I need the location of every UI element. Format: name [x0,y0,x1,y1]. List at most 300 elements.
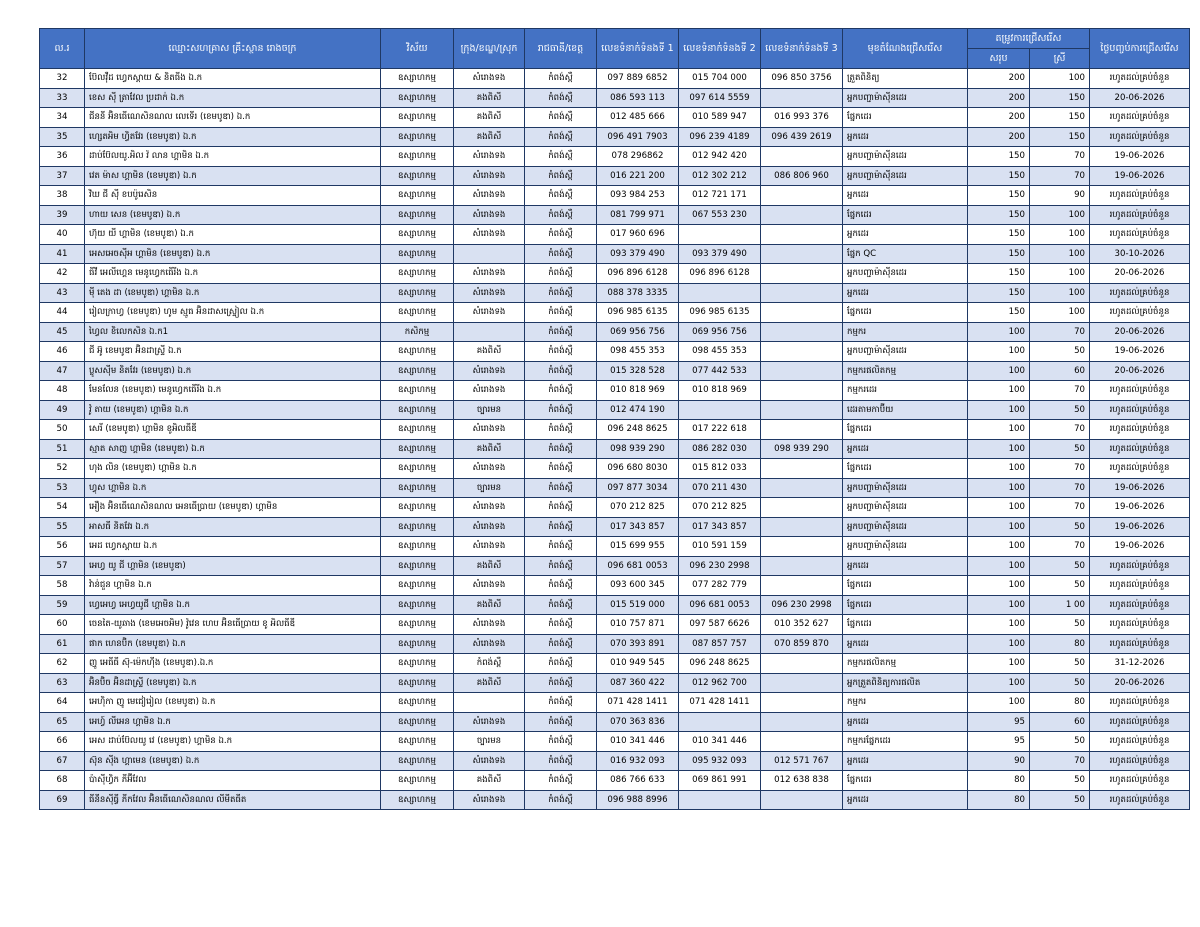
cell-total: 95 [968,712,1030,732]
cell-position: អ្នកដេរ [843,556,968,576]
cell-phone3 [761,673,843,693]
cell-female: 100 [1030,303,1090,323]
cell-sector: ឧស្សាហកម្ម [381,712,454,732]
table-row [40,615,1190,635]
cell-female: 100 [1030,264,1090,284]
cell-no: 63 [40,673,85,693]
cell-province: កំពង់ស្ពឺ [525,420,597,440]
cell-position: កម្មករ [843,322,968,342]
cell-phone2: 010 818 969 [679,381,761,401]
cell-phone3 [761,537,843,557]
table-row [40,186,1190,206]
cell-female: 100 [1030,205,1090,225]
cell-sector: ឧស្សាហកម្ម [381,283,454,303]
cell-no: 58 [40,576,85,596]
cell-company: ដាប់ប៊ែលយូ.អិល វ៉ លាន ហ្គាមិន ឯ.ក [85,147,381,167]
cell-sector: ឧស្សាហកម្ម [381,361,454,381]
cell-phone3: 016 993 376 [761,108,843,128]
cell-deadline: 19-06-2026 [1090,166,1190,186]
cell-deadline: 19-06-2026 [1090,498,1190,518]
cell-phone2: 012 942 420 [679,147,761,167]
table-row [40,205,1190,225]
cell-deadline: រហូតដល់គ្រប់ចំនួន [1090,790,1190,810]
cell-company: វេត ម៉ាស ហ្គាមិន (ខេមបូឌា) ឯ.ក [85,166,381,186]
cell-deadline: រហូតដល់គ្រប់ចំនួន [1090,420,1190,440]
cell-sector: ឧស្សាហកម្ម [381,732,454,752]
cell-company: ហ្វេអេហ្វ អេហ្វយូជី ហ្គាមិន ឯ.ក [85,595,381,615]
cell-phone2: 096 985 6135 [679,303,761,323]
cell-phone2: 096 248 8625 [679,654,761,674]
header-female: ស្រី [1030,49,1090,69]
cell-phone3 [761,517,843,537]
cell-position: អ្នកបញ្ជាម៉ាស៊ីនដេរ [843,147,968,167]
cell-position: អ្នកត្រួតពិនិត្យការផលិត [843,673,968,693]
cell-phone3 [761,654,843,674]
cell-phone3: 012 571 767 [761,751,843,771]
cell-province: កំពង់ស្ពឺ [525,264,597,284]
cell-district: សំរោងទង [454,634,525,654]
cell-phone3 [761,264,843,284]
cell-female: 50 [1030,556,1090,576]
cell-position: អ្នកដេរ [843,283,968,303]
cell-company: អេសអេចស៊ីអ ហ្គាមិន (ខេមបូឌា) ឯ.ក [85,244,381,264]
cell-no: 57 [40,556,85,576]
cell-phone2: 098 455 353 [679,342,761,362]
cell-district: សំរោងទង [454,576,525,596]
cell-no: 34 [40,108,85,128]
cell-position: អ្នកបញ្ជាម៉ាស៊ីនដេរ [843,342,968,362]
table-row [40,166,1190,186]
cell-province: កំពង់ស្ពឺ [525,361,597,381]
cell-position: អ្នកដេរ [843,751,968,771]
cell-female: 70 [1030,459,1090,479]
cell-province: កំពង់ស្ពឺ [525,400,597,420]
cell-phone2: 012 962 700 [679,673,761,693]
table-row [40,127,1190,147]
cell-sector: ឧស្សាហកម្ម [381,381,454,401]
cell-phone3 [761,790,843,810]
cell-phone2: 077 282 779 [679,576,761,596]
table-row [40,303,1190,323]
cell-province: កំពង់ស្ពឺ [525,108,597,128]
cell-phone1: 070 363 836 [597,712,679,732]
cell-phone3: 096 850 3756 [761,69,843,89]
cell-female: 80 [1030,634,1090,654]
cell-phone2: 093 379 490 [679,244,761,264]
cell-total: 200 [968,88,1030,108]
cell-phone1: 096 248 8625 [597,420,679,440]
cell-phone3 [761,303,843,323]
cell-no: 40 [40,225,85,245]
cell-position: អ្នកបញ្ជាម៉ាស៊ីនដេរ [843,498,968,518]
cell-district: ច្បារមន [454,400,525,420]
cell-position: អ្នកដេរ [843,634,968,654]
cell-district: កំពង់ស្ពឺ [454,654,525,674]
cell-phone3: 070 859 870 [761,634,843,654]
cell-phone1: 017 343 857 [597,517,679,537]
cell-province: កំពង់ស្ពឺ [525,693,597,713]
table-row [40,108,1190,128]
cell-sector: ឧស្សាហកម្ម [381,127,454,147]
cell-sector: ឧស្សាហកម្ម [381,556,454,576]
cell-total: 100 [968,361,1030,381]
cell-phone2: 096 239 4189 [679,127,761,147]
cell-position: ផ្នែកដេរ [843,303,968,323]
cell-total: 100 [968,517,1030,537]
cell-phone3 [761,205,843,225]
cell-province: កំពង់ស្ពឺ [525,790,597,810]
cell-deadline: 20-06-2026 [1090,88,1190,108]
cell-total: 100 [968,459,1030,479]
cell-company: មែនលែន (ខេមបូឌា) មេនូហ្វេកធើរីង ឯ.ក [85,381,381,401]
cell-deadline: រហូតដល់គ្រប់ចំនួន [1090,186,1190,206]
cell-position: កម្មករផលិតកម្ម [843,361,968,381]
cell-company: វ៉ាន់ជួន ហ្គាមិន ឯ.ក [85,576,381,596]
cell-company: សេរី (ខេមបូឌា) ហ្គាមិន ខូអិលធីឌី [85,420,381,440]
cell-phone2: 097 587 6626 [679,615,761,635]
cell-no: 36 [40,147,85,167]
cell-deadline: រហូតដល់គ្រប់ចំនួន [1090,283,1190,303]
cell-no: 46 [40,342,85,362]
cell-total: 150 [968,147,1030,167]
cell-province: កំពង់ស្ពឺ [525,732,597,752]
cell-phone1: 010 818 969 [597,381,679,401]
table-row [40,556,1190,576]
cell-sector: ឧស្សាហកម្ម [381,342,454,362]
cell-total: 100 [968,420,1030,440]
cell-position: អ្នកដេរ [843,712,968,732]
cell-female: 80 [1030,693,1090,713]
cell-total: 150 [968,225,1030,245]
cell-province: កំពង់ស្ពឺ [525,498,597,518]
cell-district: សំរោងទង [454,186,525,206]
cell-company: អេហ៊ិកា ញូ មេជៀរៀល (ខេមបូឌា) ឯ.ក [85,693,381,713]
cell-position: អ្នកដេរ [843,790,968,810]
cell-deadline: 31-12-2026 [1090,654,1190,674]
cell-district: សំរោងទង [454,751,525,771]
cell-company: អ៊ិនប៊ិច អ៊ិនដាស្ទ្រី (ខេមបូឌា) ឯ.ក [85,673,381,693]
cell-district: គងពិសី [454,771,525,791]
cell-phone1: 010 341 446 [597,732,679,752]
cell-total: 100 [968,693,1030,713]
cell-district: សំរោងទង [454,283,525,303]
cell-deadline: 30-10-2026 [1090,244,1190,264]
cell-total: 100 [968,556,1030,576]
cell-province: កំពង់ស្ពឺ [525,459,597,479]
cell-district: គងពិសី [454,595,525,615]
cell-deadline: រហូតដល់គ្រប់ចំនួន [1090,439,1190,459]
cell-phone1: 097 877 3034 [597,478,679,498]
cell-position: ផ្នែកដេរ [843,108,968,128]
cell-no: 45 [40,322,85,342]
cell-district: សំរោងទង [454,537,525,557]
cell-deadline: រហូតដល់គ្រប់ចំនួន [1090,205,1190,225]
cell-phone2: 069 861 991 [679,771,761,791]
cell-no: 66 [40,732,85,752]
cell-phone3 [761,361,843,381]
cell-district: សំរោងទង [454,69,525,89]
table-row [40,459,1190,479]
cell-phone3 [761,147,843,167]
cell-sector: ឧស្សាហកម្ម [381,576,454,596]
cell-district: សំរោងទង [454,615,525,635]
cell-female: 50 [1030,342,1090,362]
cell-phone1: 071 428 1411 [597,693,679,713]
header-phone2: លេខទំនាក់ទំនងទី 2 [679,29,761,69]
cell-phone1: 093 379 490 [597,244,679,264]
cell-province: កំពង់ស្ពឺ [525,654,597,674]
cell-position: ផ្នែកដេរ [843,459,968,479]
cell-female: 150 [1030,88,1090,108]
cell-district: គងពិសី [454,88,525,108]
cell-position: ផ្នែកដេរ [843,420,968,440]
cell-position: ផ្នែកដេរ [843,595,968,615]
cell-no: 51 [40,439,85,459]
cell-phone3 [761,186,843,206]
table-row [40,790,1190,810]
cell-deadline: រហូតដល់គ្រប់ចំនួន [1090,303,1190,323]
cell-no: 32 [40,69,85,89]
cell-sector: ឧស្សាហកម្ម [381,790,454,810]
table-row [40,576,1190,596]
cell-position: ផ្នែកដេរ [843,771,968,791]
cell-province: កំពង់ស្ពឺ [525,166,597,186]
table-row [40,264,1190,284]
table-row [40,283,1190,303]
cell-no: 54 [40,498,85,518]
cell-sector: ឧស្សាហកម្ម [381,420,454,440]
cell-province: កំពង់ស្ពឺ [525,283,597,303]
cell-deadline: រហូតដល់គ្រប់ចំនួន [1090,634,1190,654]
cell-district: សំរោងទង [454,147,525,167]
cell-district: សំរោងទង [454,303,525,323]
cell-position: អ្នកដេរ [843,186,968,206]
cell-district [454,693,525,713]
cell-female: 50 [1030,673,1090,693]
cell-position: អ្នកបញ្ជាម៉ាស៊ីនដេរ [843,88,968,108]
cell-no: 55 [40,517,85,537]
cell-deadline: 19-06-2026 [1090,342,1190,362]
cell-phone1: 086 766 633 [597,771,679,791]
cell-phone3 [761,420,843,440]
cell-phone2: 095 932 093 [679,751,761,771]
cell-district: គងពិសី [454,439,525,459]
cell-no: 64 [40,693,85,713]
cell-district: គងពិសី [454,127,525,147]
cell-total: 150 [968,264,1030,284]
cell-deadline: 20-06-2026 [1090,361,1190,381]
cell-deadline: រហូតដល់គ្រប់ចំនួន [1090,556,1190,576]
cell-sector: ឧស្សាហកម្ម [381,303,454,323]
cell-phone1: 015 519 000 [597,595,679,615]
cell-total: 80 [968,771,1030,791]
cell-position: អ្នកបញ្ជាម៉ាស៊ីនដេរ [843,264,968,284]
cell-phone1: 096 988 8996 [597,790,679,810]
table-row [40,439,1190,459]
table-row [40,342,1190,362]
cell-position: ដេរតាមកាប៊ីយ [843,400,968,420]
cell-female: 70 [1030,751,1090,771]
table-row [40,381,1190,401]
cell-district: សំរោងទង [454,225,525,245]
cell-phone1: 070 212 825 [597,498,679,518]
cell-deadline: រហូតដល់គ្រប់ចំនួន [1090,127,1190,147]
cell-phone2: 067 553 230 [679,205,761,225]
cell-deadline: រហូតដល់គ្រប់ចំនួន [1090,712,1190,732]
cell-company: អេហ្វ៍ លីអេន ហ្គាមិន ឯ.ក [85,712,381,732]
cell-female: 50 [1030,439,1090,459]
cell-position: កម្មករផលិតកម្ម [843,654,968,674]
cell-company: ញូ អេធីធី ស៊ុ-ម៉េកហ៊ីង (ខេមបូឌា).ឯ.ក [85,654,381,674]
header-no: ល.រ [40,29,85,69]
cell-no: 35 [40,127,85,147]
cell-phone2: 096 896 6128 [679,264,761,284]
table-row [40,771,1190,791]
cell-province: កំពង់ស្ពឺ [525,556,597,576]
cell-female: 70 [1030,322,1090,342]
cell-sector: ឧស្សាហកម្ម [381,615,454,635]
cell-phone3: 096 439 2619 [761,127,843,147]
cell-phone1: 016 221 200 [597,166,679,186]
cell-total: 150 [968,244,1030,264]
cell-no: 69 [40,790,85,810]
cell-sector: ឧស្សាហកម្ម [381,147,454,167]
cell-total: 150 [968,186,1030,206]
cell-no: 67 [40,751,85,771]
cell-phone2: 069 956 756 [679,322,761,342]
cell-deadline: រហូតដល់គ្រប់ចំនួន [1090,576,1190,596]
cell-position: កម្មករ [843,693,968,713]
cell-phone1: 096 896 6128 [597,264,679,284]
cell-no: 47 [40,361,85,381]
cell-sector: ឧស្សាហកម្ម [381,400,454,420]
cell-province: កំពង់ស្ពឺ [525,186,597,206]
cell-phone3 [761,478,843,498]
cell-no: 43 [40,283,85,303]
cell-deadline: រហូតដល់គ្រប់ចំនួន [1090,595,1190,615]
cell-sector: ឧស្សាហកម្ម [381,108,454,128]
cell-phone1: 098 939 290 [597,439,679,459]
cell-sector: ឧស្សាហកម្ម [381,771,454,791]
cell-company: ស៊ុន ស៊ីង ហ្គាមេន (ខេមបូឌា) ឯ.ក [85,751,381,771]
cell-phone1: 087 360 422 [597,673,679,693]
cell-district: គងពិសី [454,342,525,362]
cell-company: ប៉ាស៊ីហ្វិក ភីអ៊ីវែល [85,771,381,791]
cell-total: 80 [968,790,1030,810]
cell-company: ប្លូសស៊ីម និតវែរ (ខេមបូឌា) ឯ.ក [85,361,381,381]
cell-female: 70 [1030,381,1090,401]
cell-phone3: 010 352 627 [761,615,843,635]
cell-phone1: 081 799 971 [597,205,679,225]
recruitment-table [39,28,1190,810]
cell-phone3 [761,498,843,518]
cell-phone3: 012 638 838 [761,771,843,791]
cell-female: 70 [1030,478,1090,498]
cell-province: កំពង់ស្ពឺ [525,673,597,693]
cell-female: 100 [1030,244,1090,264]
table-row [40,595,1190,615]
cell-province: កំពង់ស្ពឺ [525,147,597,167]
cell-deadline: រហូតដល់គ្រប់ចំនួន [1090,69,1190,89]
cell-no: 62 [40,654,85,674]
cell-deadline: 19-06-2026 [1090,147,1190,167]
cell-company: ប៊ែលវ៉ឺដ ហ្វេកស្ដាយ & និតធីង ឯ.ក [85,69,381,89]
cell-district: សំរោងទង [454,166,525,186]
cell-district: សំរោងទង [454,790,525,810]
cell-district: សំរោងទង [454,381,525,401]
table-row [40,654,1190,674]
cell-company: អឿង អ៊ិនធើណេសិនណល អេនធើប្រាយ (ខេមបូឌា) ហ្គាមិន [85,498,381,518]
cell-sector: ឧស្សាហកម្ម [381,205,454,225]
cell-district: ច្បារមន [454,732,525,752]
cell-phone1: 012 474 190 [597,400,679,420]
cell-deadline: រហូតដល់គ្រប់ចំនួន [1090,459,1190,479]
cell-phone3 [761,322,843,342]
cell-sector: ឧស្សាហកម្ម [381,225,454,245]
cell-province: កំពង់ស្ពឺ [525,478,597,498]
cell-company: ហ្វុស ហ្គាមិន ឯ.ក [85,478,381,498]
table-row [40,537,1190,557]
cell-province: កំពង់ស្ពឺ [525,303,597,323]
cell-company: អេស ដាប់ប៊ែលយូ វេ (ខេមបូឌា) ហ្គាមិន ឯ.ក [85,732,381,752]
cell-phone2 [679,712,761,732]
table-row [40,361,1190,381]
table-row [40,498,1190,518]
cell-female: 70 [1030,537,1090,557]
cell-sector: ឧស្សាហកម្ម [381,478,454,498]
cell-sector: ឧស្សាហកម្ម [381,673,454,693]
cell-phone2: 010 589 947 [679,108,761,128]
cell-province: កំពង់ស្ពឺ [525,517,597,537]
cell-female: 70 [1030,420,1090,440]
cell-phone1: 096 680 8030 [597,459,679,479]
table-row [40,751,1190,771]
cell-company: ហុង លិន (ខេមបូឌា) ហ្គាមិន ឯ.ក [85,459,381,479]
cell-position: ផ្នែក QC [843,244,968,264]
cell-phone2: 070 211 430 [679,478,761,498]
cell-sector: ឧស្សាហកម្ម [381,244,454,264]
table-row [40,517,1190,537]
cell-phone1: 093 984 253 [597,186,679,206]
cell-province: កំពង់ស្ពឺ [525,615,597,635]
cell-province: កំពង់ស្ពឺ [525,127,597,147]
cell-female: 70 [1030,147,1090,167]
cell-total: 200 [968,108,1030,128]
cell-total: 100 [968,322,1030,342]
cell-no: 52 [40,459,85,479]
cell-phone2: 097 614 5559 [679,88,761,108]
cell-sector: ឧស្សាហកម្ម [381,654,454,674]
cell-total: 150 [968,205,1030,225]
cell-deadline: 20-06-2026 [1090,673,1190,693]
cell-deadline: 19-06-2026 [1090,537,1190,557]
cell-sector: ឧស្សាហកម្ម [381,186,454,206]
cell-phone2: 071 428 1411 [679,693,761,713]
cell-phone1: 096 985 6135 [597,303,679,323]
cell-district: សំរោងទង [454,459,525,479]
cell-deadline: 20-06-2026 [1090,264,1190,284]
cell-phone3: 096 230 2998 [761,595,843,615]
cell-female: 50 [1030,517,1090,537]
cell-phone1: 015 699 955 [597,537,679,557]
cell-company: រៀលក្រាហ្វ (ខេមបូឌា) ហូម ស្មូធ អ៊ិនដាសស្ទ្រៀល ឯ.ក [85,303,381,323]
cell-phone2: 012 721 171 [679,186,761,206]
cell-phone2: 096 230 2998 [679,556,761,576]
cell-province: កំពង់ស្ពឺ [525,381,597,401]
cell-phone1: 078 296862 [597,147,679,167]
cell-province: កំពង់ស្ពឺ [525,322,597,342]
cell-phone3: 098 939 290 [761,439,843,459]
